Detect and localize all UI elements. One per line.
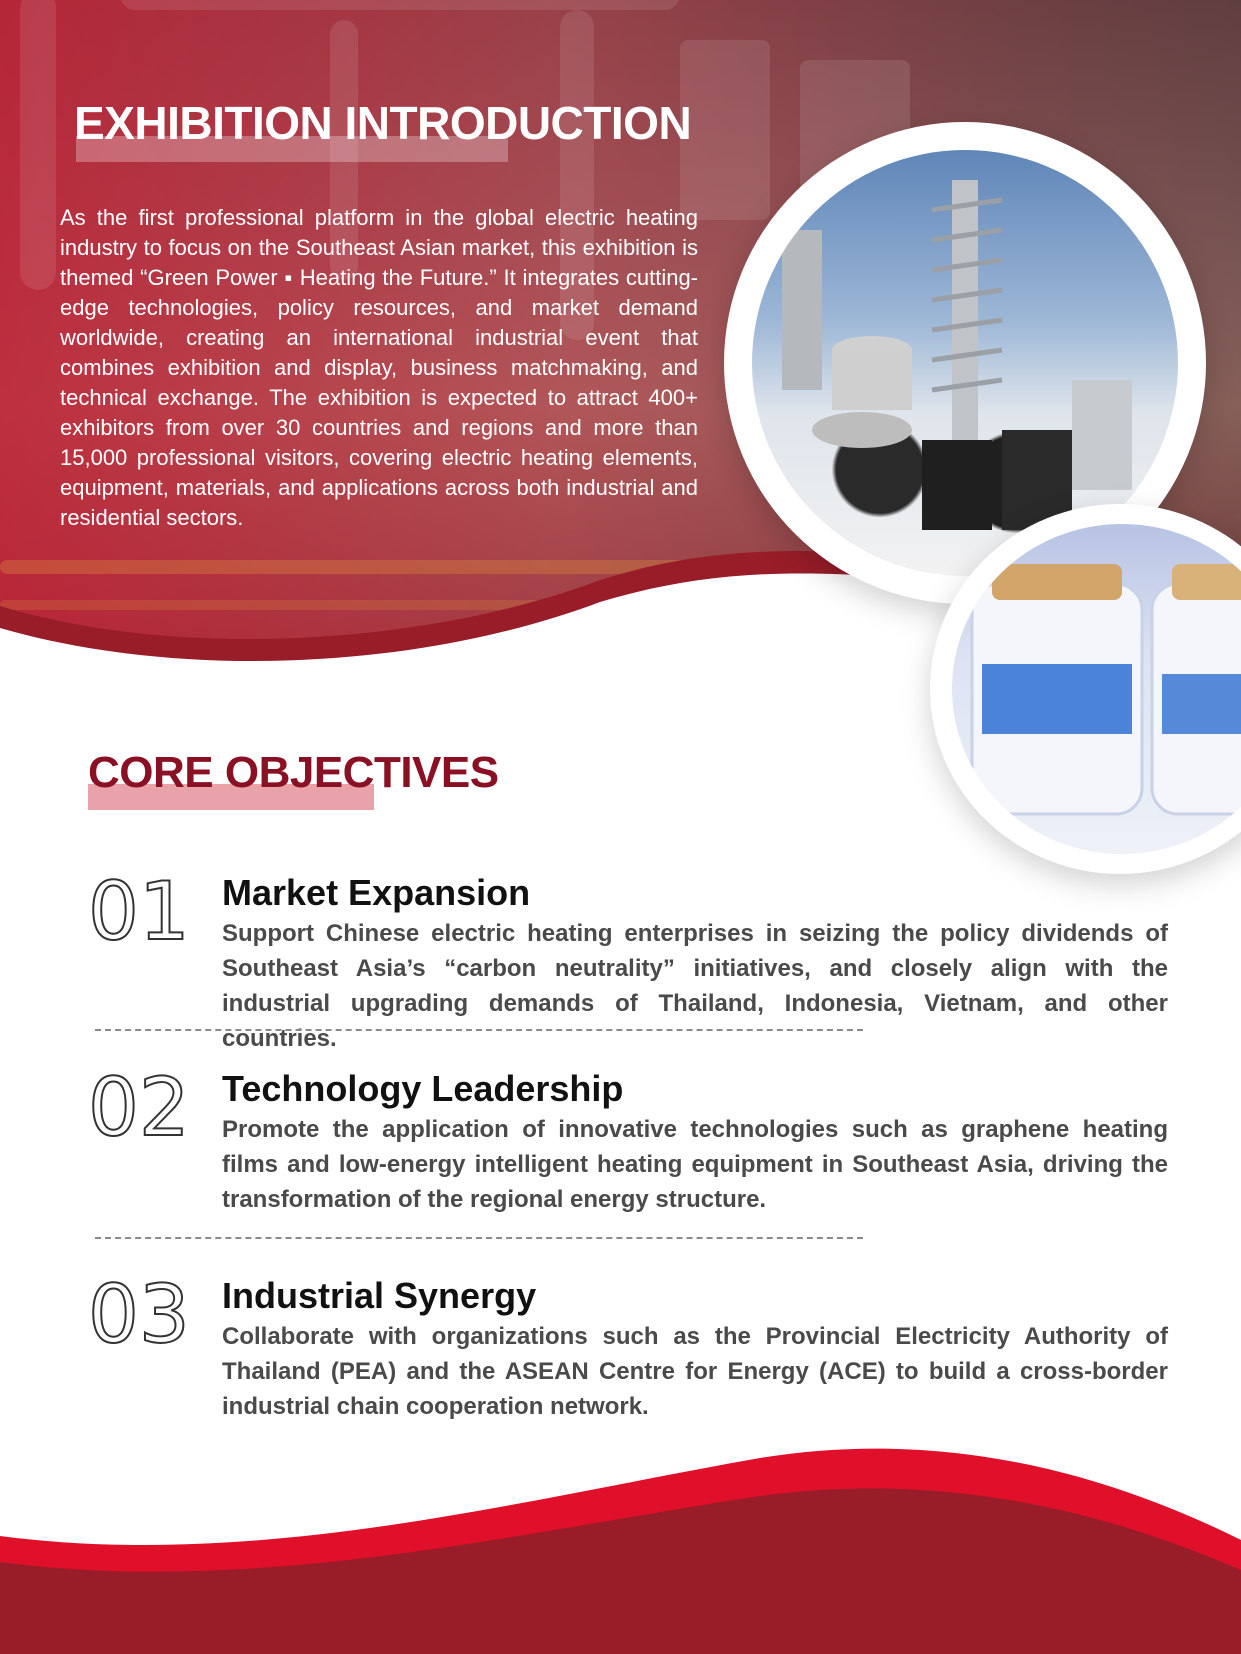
background-pipe xyxy=(20,0,56,290)
objective-description: Collaborate with organizations such as the Provincial Electricity Authority of Thailand (PEA) and the ASEAN Centre for Energy (ACE) to build a cross-border industrial chain cooperation network. xyxy=(222,1323,1168,1420)
photo-image xyxy=(952,524,1241,854)
objectives-title-block xyxy=(88,748,499,798)
background-boiler xyxy=(680,40,770,220)
objective-number: 02 xyxy=(88,1061,190,1154)
objective-heading: Market Expansion xyxy=(222,872,531,913)
objective-item xyxy=(88,1061,1168,1218)
background-pipe xyxy=(120,0,680,10)
objective-description: Promote the application of innovative technologies such as graphene heating films and low-energy intelligent heating equipment in Southeast Asia, driving the transformation of the regional energy structure. xyxy=(222,1116,1168,1213)
objective-item xyxy=(88,1268,1168,1425)
objective-heading: Industrial Synergy xyxy=(222,1275,537,1316)
objective-description: Support Chinese electric heating enterprises in seizing the policy dividends of Southeast Asia’s “carbon neutrality” initiatives, and closely align with the industrial upgrading demands of Thailand, Indonesia, Vietnam, and other countries. xyxy=(222,920,1168,1052)
objective-heading: Technology Leadership xyxy=(222,1068,624,1109)
objective-item xyxy=(88,865,1168,1052)
dashed-divider xyxy=(95,1029,863,1031)
intro-title: EXHIBITION INTRODUCTION xyxy=(74,97,692,149)
dashed-divider xyxy=(95,1237,863,1239)
jars-illustration xyxy=(952,524,1241,854)
objective-number: 01 xyxy=(88,865,190,958)
footer-wave xyxy=(0,1440,1241,1654)
objectives-title: CORE OBJECTIVES xyxy=(88,748,499,797)
intro-title-block xyxy=(74,96,691,150)
objective-number: 03 xyxy=(88,1268,190,1361)
intro-paragraph: As the first professional platform in the global electric heating industry to focus on the Southeast Asian market, this exhibition is themed “Green Power ▪ Heating the Future.” It integrates cutting-edge technologies, policy resources, and market demand worldwide, creating an international industrial event that combines exhibition and display, business matchmaking, and technical exchange. The exhibition is expected to attract 400+ exhibitors from over 30 countries and regions and more than 15,000 professional visitors, covering electric heating elements, equipment, materials, and applications across both industrial and residential sectors. xyxy=(60,205,698,530)
